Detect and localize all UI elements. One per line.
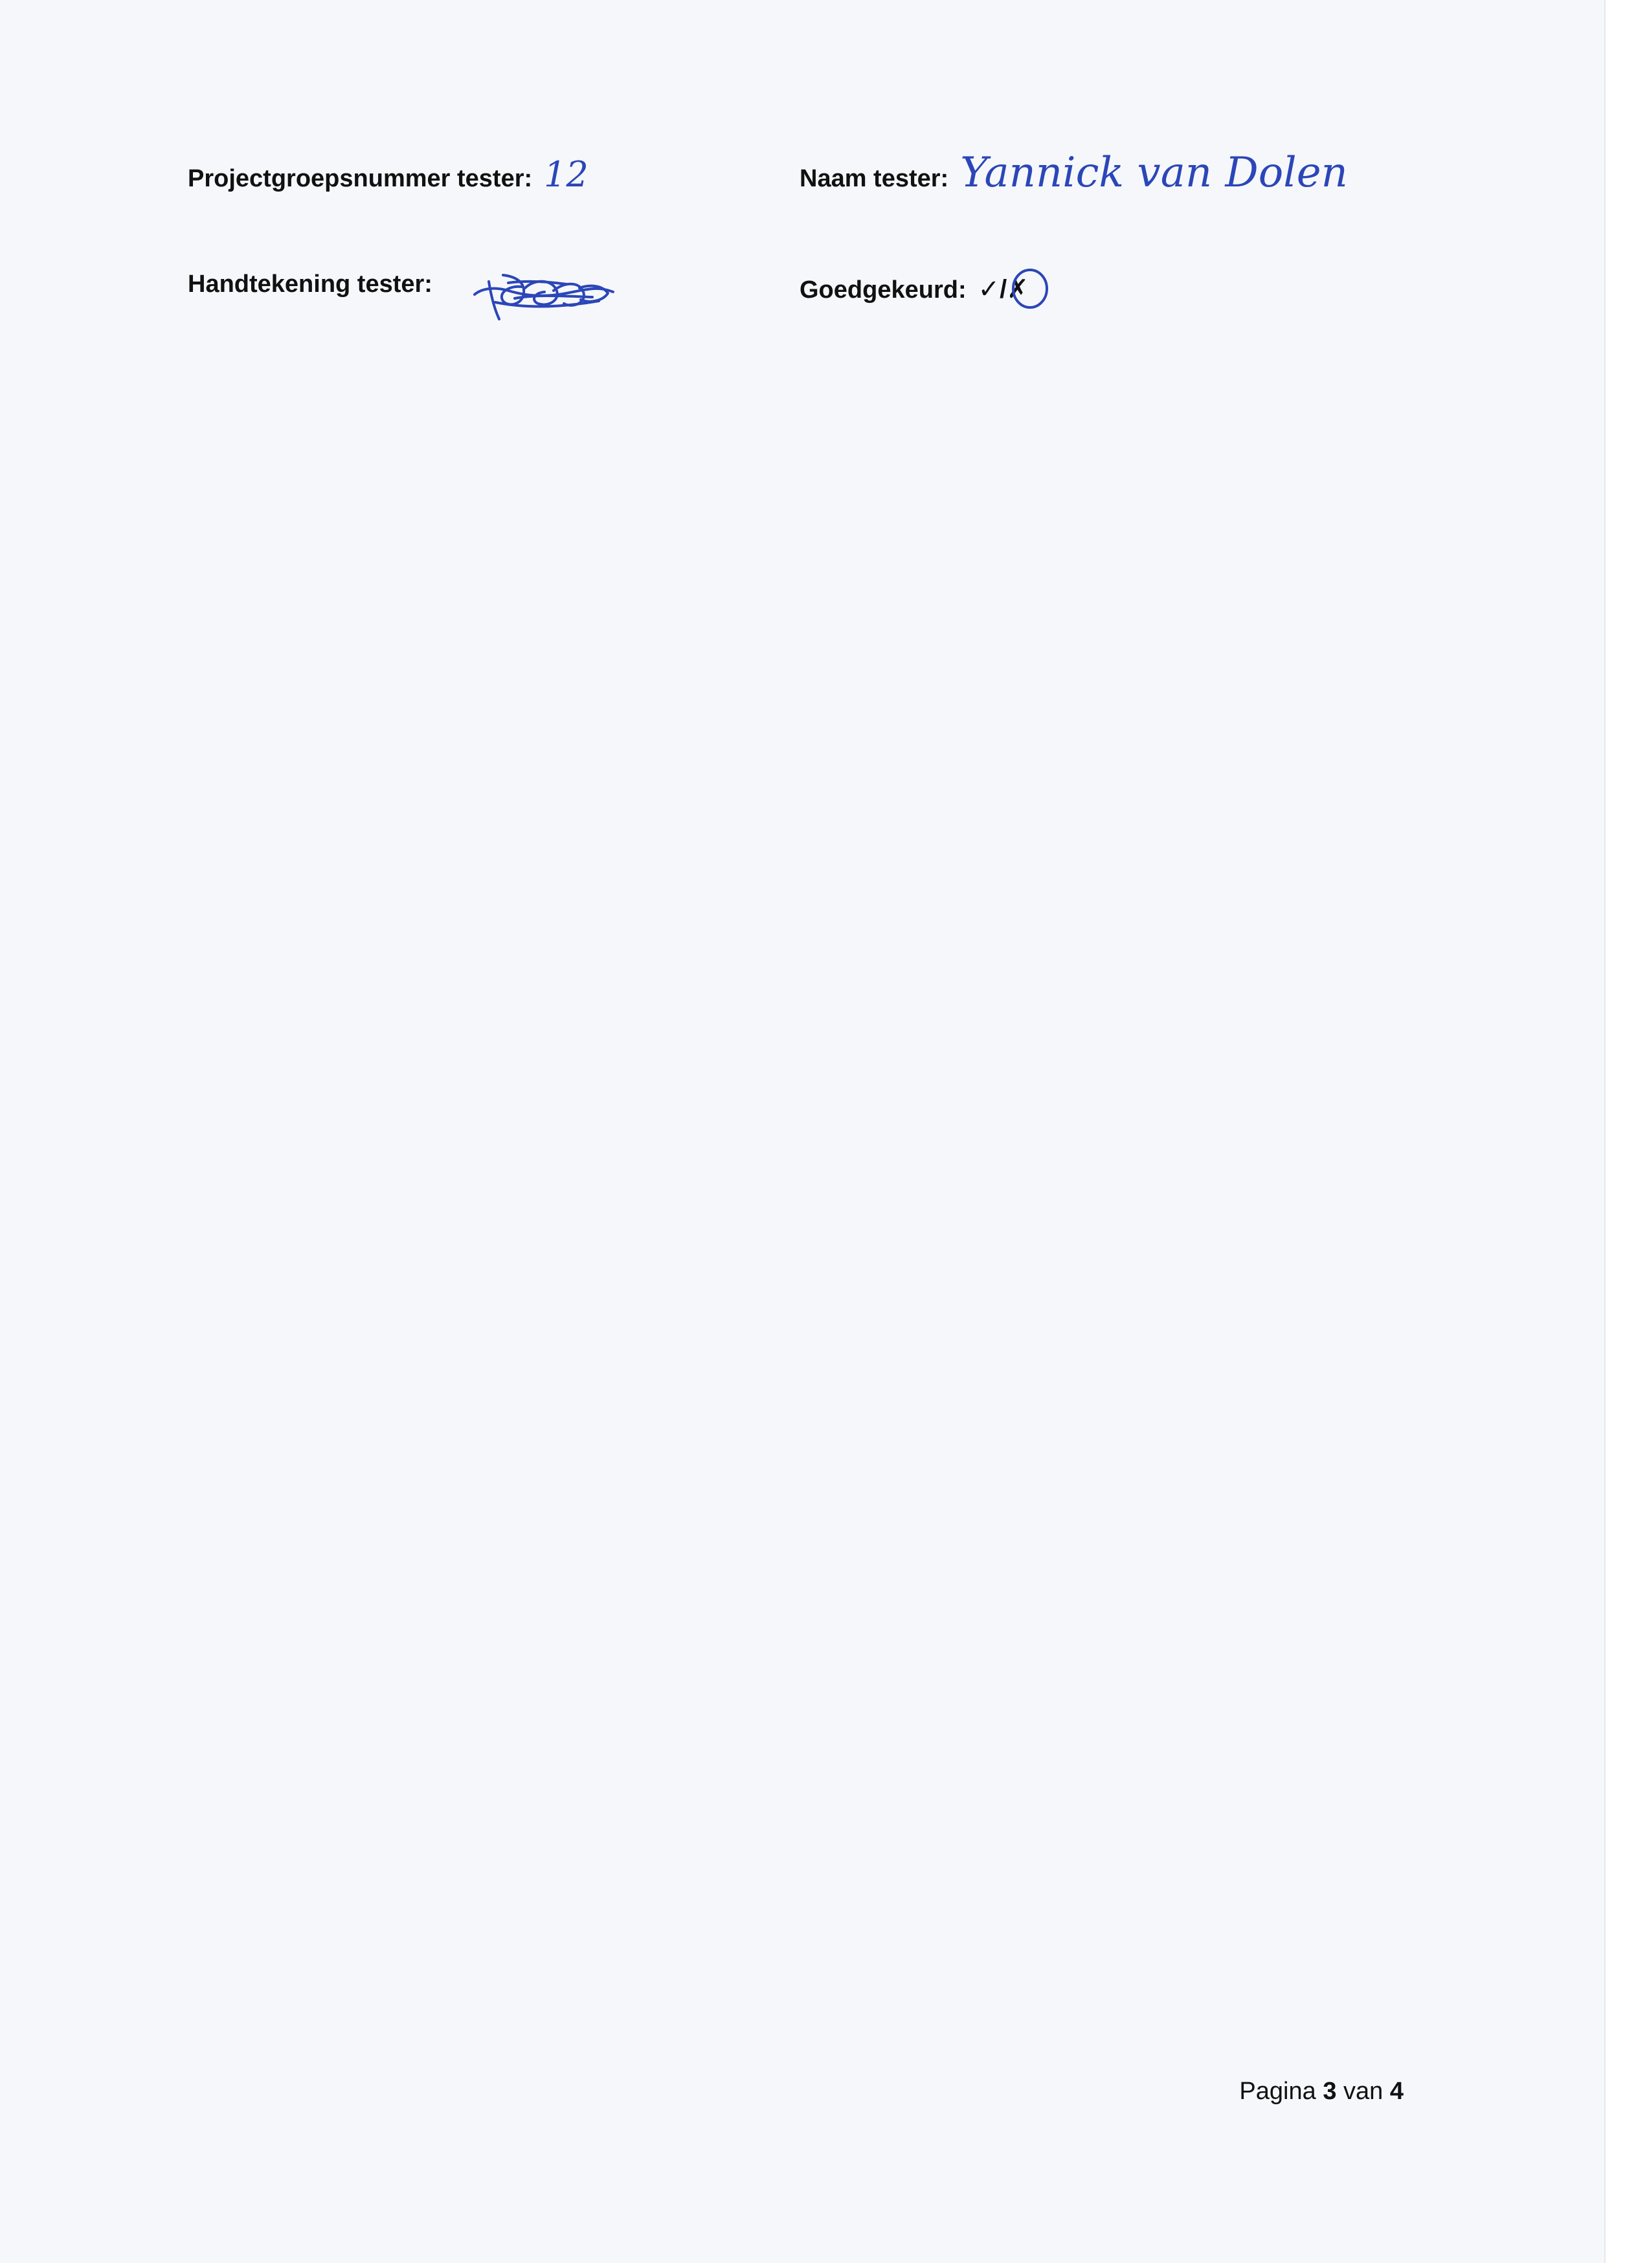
approval-row [800, 274, 1029, 304]
signature-row [188, 271, 432, 298]
page-total: 4 [1389, 2078, 1404, 2105]
page-current: 3 [1323, 2078, 1337, 2105]
approval-circle-mark [1007, 265, 1053, 312]
page-mid: van [1343, 2078, 1384, 2105]
name-value: Yannick van Dolen [960, 149, 1348, 197]
approval-value: ✓/✗ [978, 275, 1029, 304]
signature-label: Handtekening tester: [188, 271, 432, 298]
page-prefix: Pagina [1239, 2078, 1316, 2105]
approval-label: Goedgekeurd: [800, 276, 967, 304]
projectgroup-value: 12 [544, 154, 588, 195]
projectgroup-label: Projectgroepsnummer tester: [188, 165, 533, 192]
name-label: Naam tester: [800, 165, 949, 192]
signature-scribble [469, 262, 618, 324]
name-row [800, 149, 1348, 197]
page-number [1239, 2078, 1404, 2106]
projectgroup-row [188, 154, 588, 195]
